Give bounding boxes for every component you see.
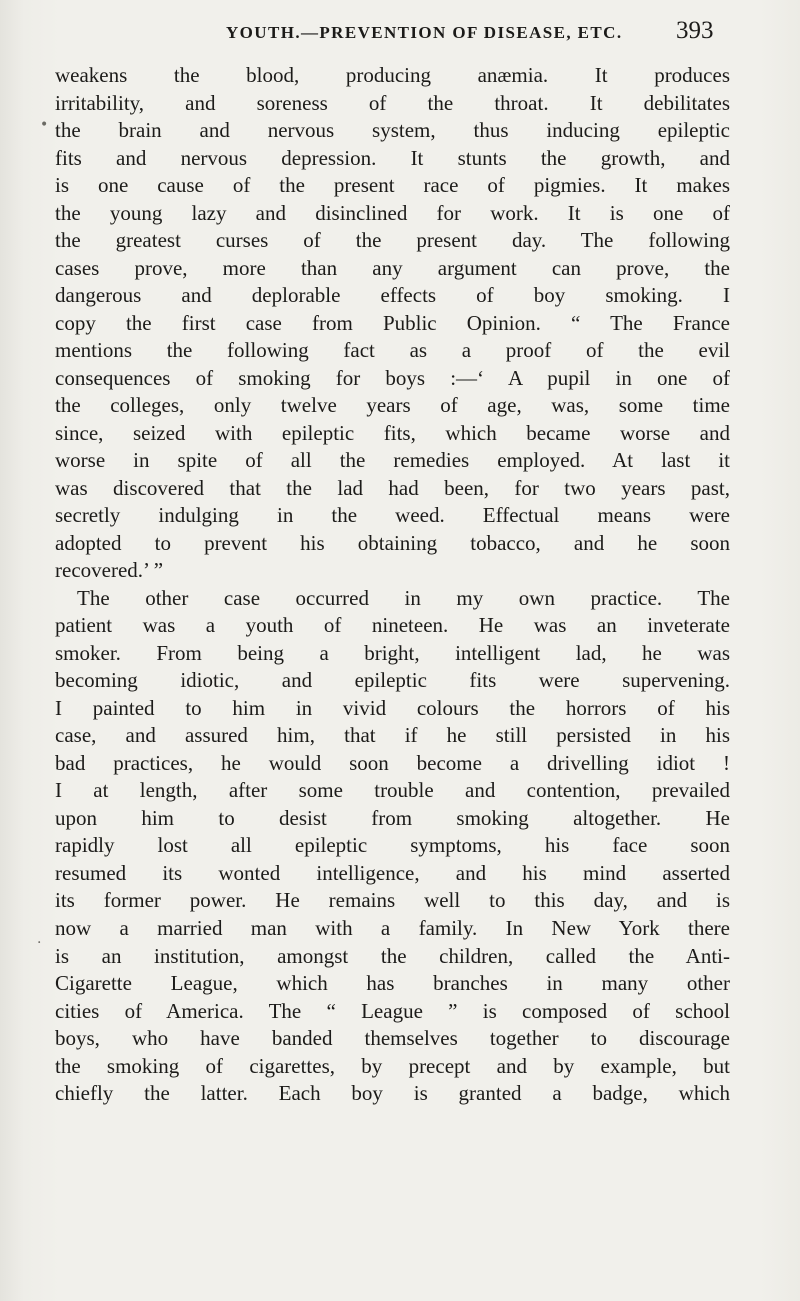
running-head: YOUTH.—PREVENTION OF DISEASE, ETC. [226, 23, 623, 42]
text-line: since, seized with epileptic fits, which became worse and [55, 420, 730, 445]
text-line: smoker. From being a bright, intelligent lad, he was [55, 640, 730, 665]
text-line: bad practices, he would soon become a drivelling idiot ! [55, 750, 730, 775]
text-line: is an institution, amongst the children, called the Anti- [55, 943, 730, 968]
text-line: recovered.’ ” [55, 558, 164, 583]
text-line: becoming idiotic, and epileptic fits were supervening. [55, 668, 730, 693]
text-line: was discovered that the lad had been, for two years past, [55, 475, 730, 500]
text-line: cases prove, more than any argument can prove, the [55, 255, 730, 280]
text-line: weakens the blood, producing anæmia. It produces [55, 63, 730, 87]
page-number: 393 [676, 17, 714, 44]
text-line: irritability, and soreness of the throat. It debilitates [55, 90, 730, 115]
text-line: the greatest curses of the present day. The following [55, 228, 730, 253]
text-line: its former power. He remains well to this day, and is [55, 888, 730, 913]
text-line: the young lazy and disinclined for work. It is one of [55, 200, 730, 225]
text-line: dangerous and deplorable effects of boy smoking. I [55, 283, 730, 308]
text-line: Cigarette League, which has branches in many other [55, 971, 730, 996]
text-line: patient was a youth of nineteen. He was an inveterate [55, 613, 730, 638]
text-line: worse in spite of all the remedies employed. At last it [55, 448, 730, 473]
text-line: The other case occurred in my own practice. The [77, 585, 730, 610]
text-line: consequences of smoking for boys :—‘ A pupil in one of [55, 365, 730, 390]
text-line: rapidly lost all epileptic symptoms, his face soon [55, 833, 730, 858]
text-line: resumed its wonted intelligence, and his mind asserted [55, 860, 730, 885]
text-line: is one cause of the present race of pigmies. It makes [55, 173, 730, 198]
text-line: case, and assured him, that if he still persisted in his [55, 723, 730, 748]
text-line: secretly indulging in the weed. Effectual means were [55, 503, 730, 528]
text-line: boys, who have banded themselves together to discourage [55, 1026, 730, 1051]
text-line: the smoking of cigarettes, by precept and by example, but [55, 1053, 730, 1078]
text-line: the brain and nervous system, thus inducing epileptic [55, 118, 730, 143]
text-line: now a married man with a family. In New York there [55, 915, 730, 940]
text-line: I painted to him in vivid colours the horrors of his [55, 695, 730, 720]
body-text [55, 62, 730, 1108]
text-line: I at length, after some trouble and contention, prevailed [55, 778, 730, 803]
text-line: upon him to desist from smoking altogether. He [55, 805, 730, 830]
text-line: cities of America. The “ League ” is composed of school [55, 998, 730, 1023]
margin-dot: • [40, 117, 49, 133]
text-line: copy the first case from Public Opinion. “ The France [55, 310, 730, 335]
page-header [0, 17, 800, 51]
text-line: the colleges, only twelve years of age, was, some time [55, 393, 730, 418]
text-line: fits and nervous depression. It stunts the growth, and [55, 145, 730, 170]
text-line: adopted to prevent his obtaining tobacco, and he soon [55, 530, 730, 555]
text-line: chiefly the latter. Each boy is granted a badge, which [55, 1081, 730, 1106]
text-line: mentions the following fact as a proof of the evil [55, 338, 730, 363]
margin-tick: · [37, 935, 42, 951]
